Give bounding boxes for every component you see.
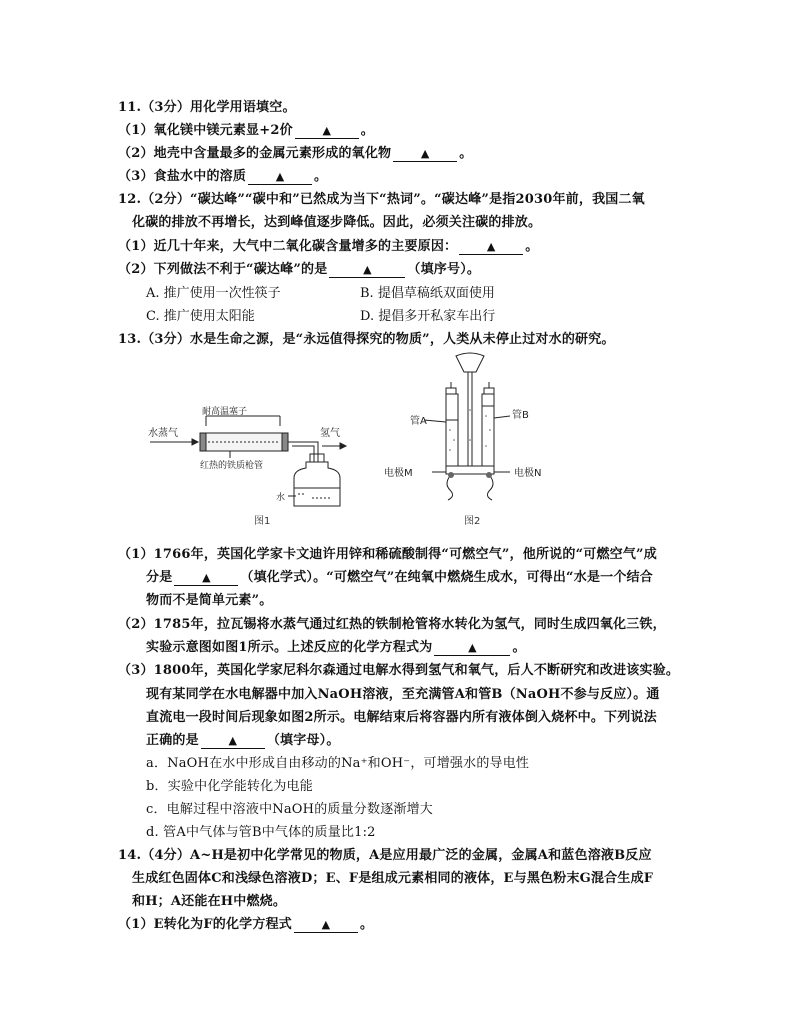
q14-part1: （1）E转化为F的化学方程式 ▲ 。: [118, 917, 374, 932]
fig2-electrode-m-label: 电极M: [384, 468, 413, 479]
q14-heading-line2: 生成红色固体C和浅绿色溶液D；E、F是组成元素相同的液体，E与黑色粉末G混合生成F: [132, 871, 654, 886]
figure-2-water-electrolyzer: [380, 350, 560, 510]
q13-part2-line2: 实验示意图如图1所示。上述反应的化学方程式为 ▲ 。: [146, 640, 526, 655]
fig1-hydrogen-label: 氢气: [320, 428, 340, 439]
figure-1-caption: 图1: [254, 516, 271, 527]
figure-1-iron-tube-apparatus: [140, 390, 360, 510]
q13-part1-line3: 物而不是简单元素”。: [146, 593, 273, 608]
q11-part3: （3）食盐水中的溶质 ▲ 。: [118, 169, 328, 184]
q12-option-c: C. 推广使用太阳能: [146, 309, 255, 324]
q13-part1-line2: 分是 ▲ （填化学式）。“可燃空气”在纯氧中燃烧生成水，可得出“水是一个结合: [146, 570, 653, 585]
fig1-water-label: 水: [276, 493, 286, 503]
q11-heading: 11.（3分）用化学用语填空。: [118, 100, 296, 115]
answer-blank[interactable]: ▲: [295, 124, 359, 139]
q12-option-a: A. 推广使用一次性筷子: [146, 286, 281, 301]
q14-heading-line3: 和H；A还能在H中燃烧。: [132, 894, 287, 909]
q13-part3-line4: 正确的是 ▲ （填字母）。: [146, 733, 340, 748]
q12-part1: （1）近几十年来，大气中二氧化碳含量增多的主要原因： ▲ 。: [118, 239, 539, 254]
q12-heading: 12.（2分）“碳达峰”“碳中和”已然成为当下“热词”。“碳达峰”是指2030年前，我国二氧: [118, 192, 645, 207]
figure-2-caption: 图2: [464, 516, 481, 527]
fig2-tube-a-label: 管A: [410, 416, 427, 427]
answer-blank[interactable]: ▲: [329, 263, 405, 278]
q13-part3-line3: 直流电一段时间后现象如图2所示。电解结束后将容器内所有液体倒入烧杯中。下列说法: [146, 710, 657, 725]
q12-heading-cont: 化碳的排放不再增长，达到峰值逐步降低。因此，必须关注碳的排放。: [132, 215, 542, 230]
answer-blank[interactable]: ▲: [459, 240, 523, 255]
fig1-tube-label: 红热的铁质枪管: [200, 461, 264, 471]
q13-option-c: c．电解过程中溶液中NaOH的质量分数逐渐增大: [146, 802, 434, 817]
q13-option-d: d. 管A中气体与管B中气体的质量比1:2: [146, 825, 376, 840]
fig1-steam-label: 水蒸气: [148, 428, 178, 439]
q14-heading-line1: 14.（4分）A~H是初中化学常见的物质，A是应用最广泛的金属，金属A和蓝色溶液B反应: [118, 848, 652, 863]
answer-blank[interactable]: ▲: [393, 147, 457, 162]
q11-part2: （2）地壳中含量最多的金属元素形成的氧化物 ▲ 。: [118, 146, 473, 161]
answer-blank[interactable]: ▲: [174, 571, 238, 586]
q12-part2: （2）下列做法不利于“碳达峰”的是 ▲ （填序号）。: [118, 262, 481, 277]
q13-part3-line1: （3）1800年，英国化学家尼科尔森通过电解水得到氢气和氧气，后人不断研究和改进该实验。: [118, 663, 680, 678]
q11-part1: （1）氧化镁中镁元素显+2价 ▲ 。: [118, 123, 374, 138]
answer-blank[interactable]: ▲: [294, 918, 358, 933]
q13-option-b: b．实验中化学能转化为电能: [146, 779, 313, 794]
answer-blank[interactable]: ▲: [434, 641, 510, 656]
q13-heading: 13.（3分）水是生命之源，是“永远值得探究的物质”，人类从未停止过对水的研究。: [118, 332, 615, 347]
q12-option-b: B. 提倡草稿纸双面使用: [360, 286, 495, 301]
fig1-stopper-label: 耐高温塞子: [202, 407, 248, 417]
q13-option-a: a．NaOH在水中形成自由移动的Na⁺和OH⁻，可增强水的导电性: [146, 756, 530, 771]
answer-blank[interactable]: ▲: [248, 170, 312, 185]
q13-part1-line1: （1）1766年，英国化学家卡文迪许用锌和稀硫酸制得“可燃空气”，他所说的“可燃空气”成: [118, 547, 657, 562]
answer-blank[interactable]: ▲: [201, 734, 265, 749]
fig2-electrode-n-label: 电极N: [514, 468, 542, 479]
q12-option-d: D. 提倡多开私家车出行: [360, 309, 496, 324]
fig2-tube-b-label: 管B: [512, 410, 529, 421]
q13-part3-line2: 现有某同学在水电解器中加入NaOH溶液，至充满管A和管B（NaOH不参与反应）。通: [146, 687, 660, 702]
q13-part2-line1: （2）1785年，拉瓦锡将水蒸气通过红热的铁制枪管将水转化为氢气，同时生成四氧化三铁，: [118, 617, 666, 632]
